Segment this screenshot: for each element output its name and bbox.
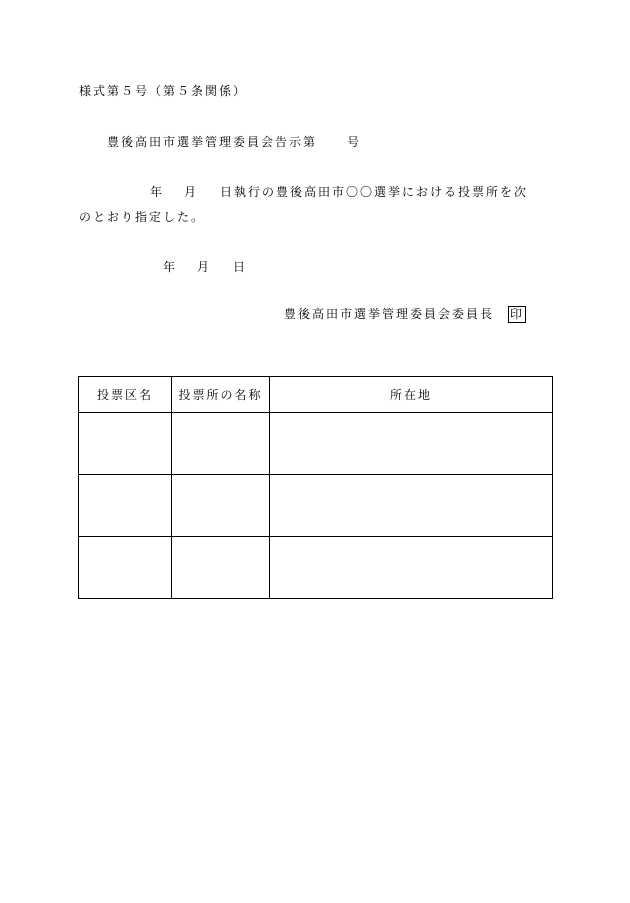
table-row	[79, 475, 553, 537]
cell-district-name	[79, 413, 172, 475]
form-number: 様式第５号（第５条関係）	[79, 84, 248, 98]
header-district-name: 投票区名	[79, 377, 172, 413]
notice-number-suffix: 号	[347, 135, 362, 149]
cell-polling-place-name	[172, 475, 270, 537]
issue-date	[163, 259, 247, 275]
polling-place-table	[78, 376, 553, 599]
signature-line	[284, 306, 526, 323]
table-header-row	[79, 377, 553, 413]
cell-location	[270, 475, 553, 537]
cell-district-name	[79, 537, 172, 599]
header-polling-place-name: 投票所の名称	[172, 377, 270, 413]
date-day: 日	[233, 260, 248, 274]
notice-title	[107, 134, 361, 150]
cell-location	[270, 537, 553, 599]
body-line-2: のとおり指定した。	[79, 210, 206, 224]
seal-stamp: 印	[510, 307, 525, 321]
table-row	[79, 537, 553, 599]
body-line1-rest: 日執行の豊後高田市〇〇選挙における投票所を次	[220, 185, 529, 199]
date-year: 年	[163, 260, 178, 274]
body-month: 月	[184, 185, 199, 199]
table-row	[79, 413, 553, 475]
cell-polling-place-name	[172, 413, 270, 475]
body-year: 年	[150, 185, 165, 199]
cell-polling-place-name	[172, 537, 270, 599]
notice-title-prefix: 豊後高田市選挙管理委員会告示第	[107, 135, 318, 149]
header-location: 所在地	[270, 377, 553, 413]
date-month: 月	[197, 260, 212, 274]
cell-location	[270, 413, 553, 475]
cell-district-name	[79, 475, 172, 537]
signature-title: 豊後高田市選挙管理委員会委員長	[284, 307, 495, 321]
body-line-1	[150, 184, 528, 200]
